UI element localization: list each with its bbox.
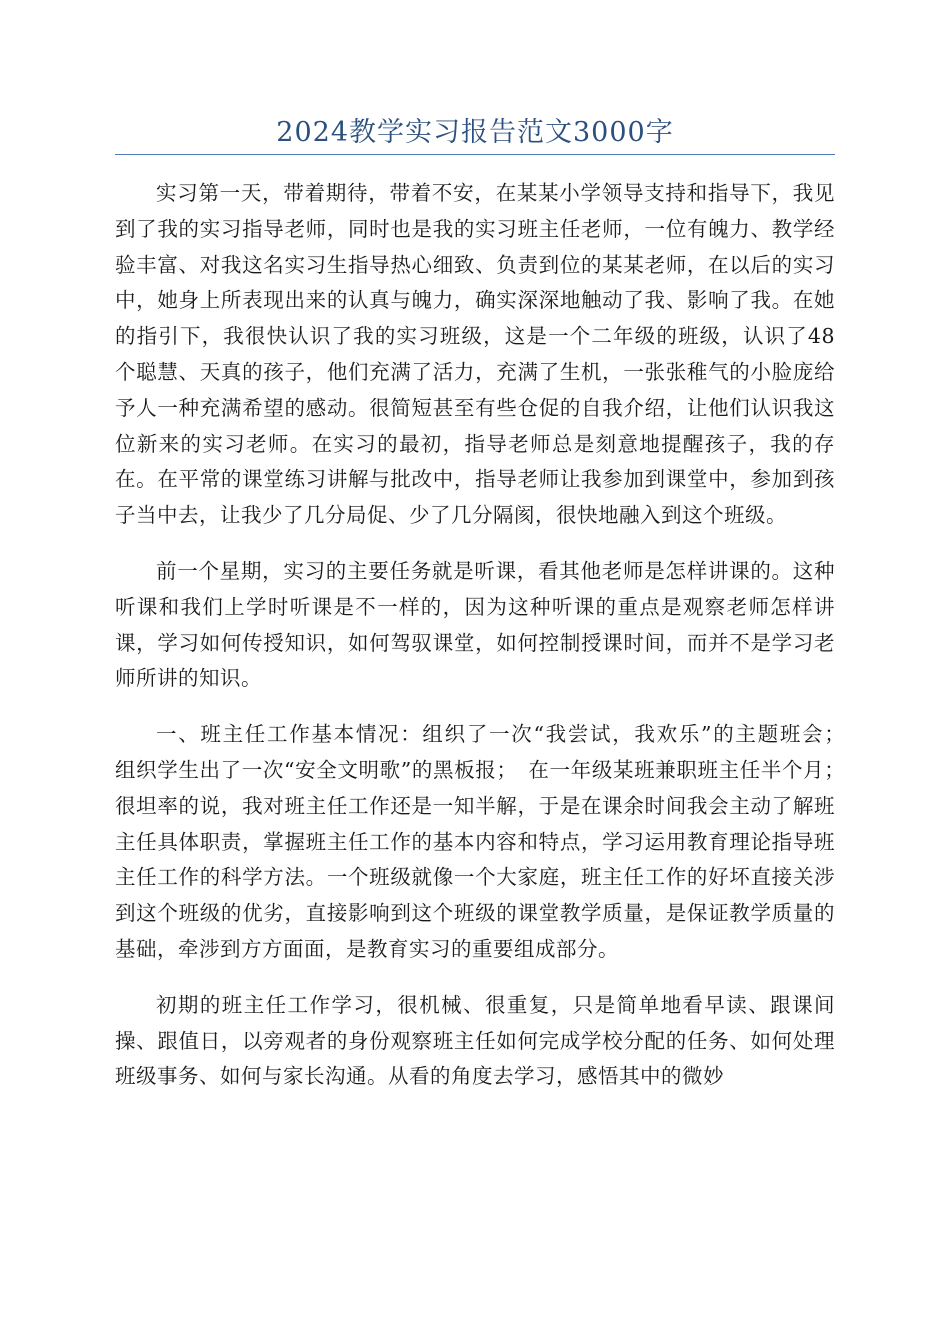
document-title: 2024教学实习报告范文3000字 <box>276 117 674 148</box>
paragraph-1: 实习第一天，带着期待，带着不安，在某某小学领导支持和指导下，我见到了我的实习指导老师，同时也是我的实习班主任老师，一位有魄力、教学经验丰富、对我这名实习生指导热心细致、负责到位的某某老师，在以后的实习中，她身上所表现出来的认真与魄力，确实深深地触动了我、影响了我。在她的指引下，我很快认识了我的实习班级，这是一个二年级的班级，认识了48个聪慧、天真的孩子，他们充满了活力，充满了生机，一张张稚气的小脸庞给予人一种充满希望的感动。很简短甚至有些仓促的自我介绍，让他们认识我这位新来的实习老师。在实习的最初，指导老师总是刻意地提醒孩子，我的存在。在平常的课堂练习讲解与批改中，指导老师让我参加到课堂中，参加到孩子当中去，让我少了几分局促、少了几分隔阂，很快地融入到这个班级。 <box>115 181 835 528</box>
document-body <box>115 176 856 1115</box>
paragraph-4: 初期的班主任工作学习，很机械、很重复，只是简单地看早读、跟课间操、跟值日，以旁观者的身份观察班主任如何完成学校分配的任务、如何处理班级事务、如何与家长沟通。从看的角度去学习，感悟其中的微妙 <box>115 992 835 1089</box>
paragraph-2: 前一个星期，实习的主要任务就是听课，看其他老师是怎样讲课的。这种听课和我们上学时听课是不一样的，因为这种听课的重点是观察老师怎样讲课，学习如何传授知识，如何驾驭课堂，如何控制授课时间，而并不是学习老师所讲的知识。 <box>115 558 835 691</box>
title-underline <box>115 154 835 155</box>
paragraph-3: 一、班主任工作基本情况：组织了一次“我尝试，我欢乐”的主题班会； 组织学生出了一次“安全文明歌”的黑板报； 在一年级某班兼职班主任半个月； 很坦率的说，我对班主任工作还是一知半解，于是在课余时间我会主动了解班主任具体职责，掌握班主任工作的基本内容和特点，学习运用教育理论指导班主任工作的科学方法。一个班级就像一个大家庭，班主任工作的好坏直接关涉到这个班级的优劣，直接影响到这个班级的课堂教学质量，是保证教学质量的基础，牵涉到方方面面，是教育实习的重要组成部分。 <box>115 722 856 961</box>
